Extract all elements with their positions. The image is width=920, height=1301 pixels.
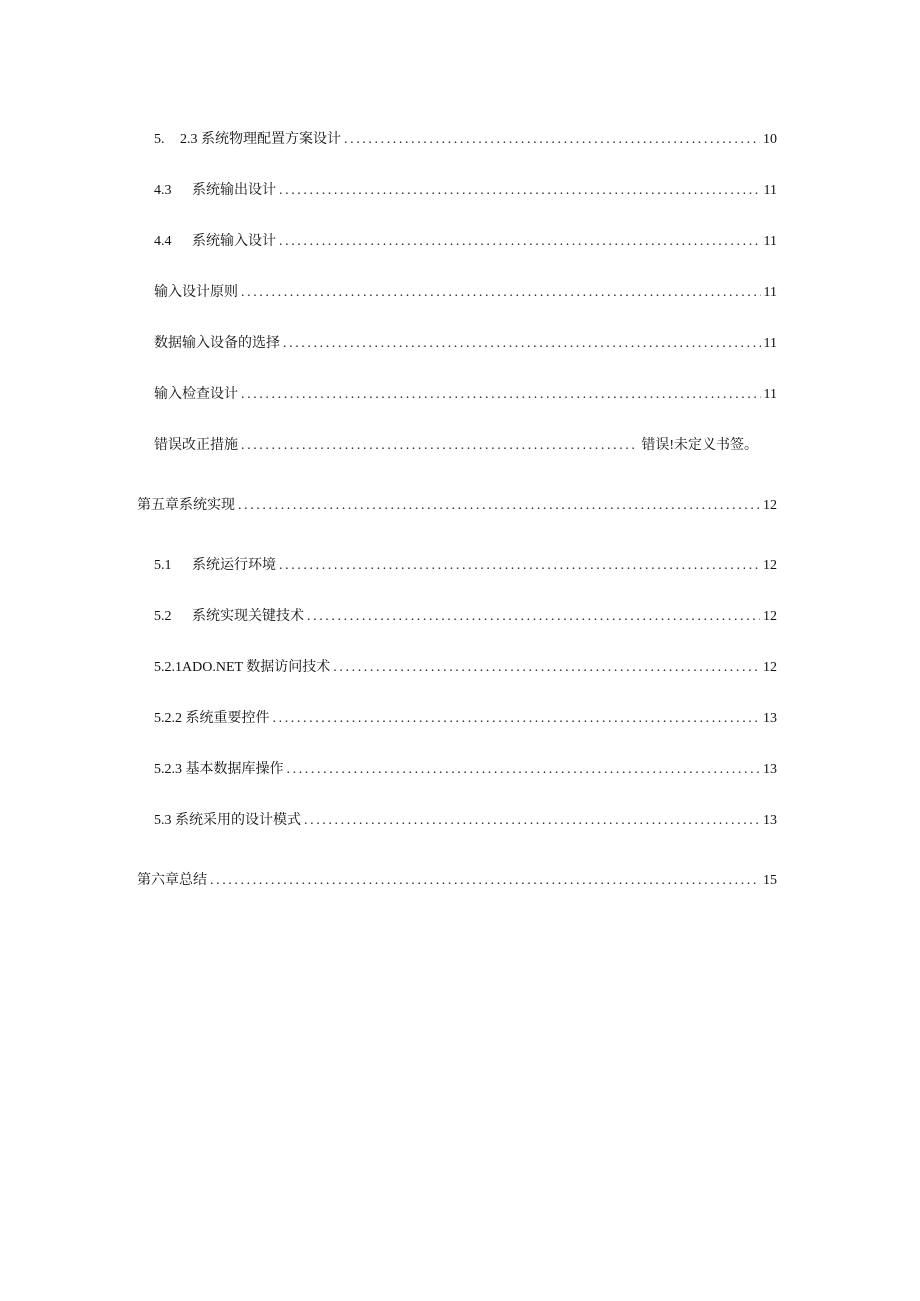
toc-entry-number: 5. — [154, 132, 165, 147]
toc-entry-page: 10 — [763, 132, 777, 147]
toc-entry[interactable] — [154, 436, 758, 456]
toc-dot-leader — [304, 811, 760, 831]
toc-entry-page: 13 — [763, 762, 777, 777]
toc-dot-leader — [283, 334, 761, 354]
toc-entry-title — [154, 181, 276, 201]
toc-dot-leader — [241, 283, 761, 303]
toc-entry-error-note: 错误!未定义书签。 — [641, 438, 758, 453]
toc-entry-title — [154, 556, 276, 576]
toc-entry[interactable] — [154, 385, 777, 405]
toc-entry[interactable] — [154, 709, 777, 729]
toc-dot-leader — [273, 709, 761, 729]
toc-entry-title — [154, 232, 276, 252]
toc-entry[interactable] — [154, 181, 777, 201]
toc-entry-title: 5.2.2 系统重要控件 — [154, 711, 270, 726]
toc-entry-title: 5.3 系统采用的设计模式 — [154, 813, 301, 828]
toc-chapter-entry[interactable] — [137, 871, 777, 891]
toc-entry-label: 2.3 系统物理配置方案设计 — [180, 132, 341, 147]
toc-entry[interactable] — [154, 283, 777, 303]
toc-entry-title: 5.2.3 基本数据库操作 — [154, 762, 284, 777]
toc-entry-page: 13 — [763, 711, 777, 726]
toc-entry[interactable] — [154, 556, 777, 576]
toc-entry-title — [154, 607, 304, 627]
toc-entry-number: 4.4 — [154, 234, 172, 249]
toc-entry-title: 第六章总结 — [137, 873, 207, 888]
toc-entry-label: 系统实现关键技术 — [192, 609, 304, 624]
toc-dot-leader — [238, 496, 760, 516]
toc-entry[interactable] — [154, 658, 777, 678]
toc-dot-leader — [241, 436, 638, 456]
toc-entry-page: 15 — [763, 873, 777, 888]
toc-entry-page: 11 — [763, 285, 777, 300]
toc-entry-number: 5.2 — [154, 609, 172, 624]
toc-entry[interactable] — [154, 760, 777, 780]
toc-entry-page: 13 — [763, 813, 777, 828]
toc-entry-page: 11 — [763, 234, 777, 249]
toc-entry-page: 12 — [763, 558, 777, 573]
toc-dot-leader — [287, 760, 761, 780]
toc-entry-title: 输入检查设计 — [154, 387, 238, 402]
toc-entry-title: 错误改正措施 — [154, 438, 238, 453]
toc-dot-leader — [279, 232, 761, 252]
toc-dot-leader — [344, 130, 760, 150]
toc-entry-page: 12 — [763, 498, 777, 513]
toc-entry-title: 5.2.1ADO.NET 数据访问技术 — [154, 660, 331, 675]
toc-entry[interactable] — [154, 811, 777, 831]
toc-entry[interactable] — [154, 607, 777, 627]
toc-entry-title: 数据输入设备的选择 — [154, 336, 280, 351]
toc-entry-label: 系统运行环境 — [192, 558, 276, 573]
toc-entry-page: 11 — [763, 336, 777, 351]
toc-entry[interactable] — [154, 334, 777, 354]
toc-dot-leader — [210, 871, 760, 891]
toc-entry-title: 输入设计原则 — [154, 285, 238, 300]
toc-entry-page: 11 — [763, 183, 777, 198]
toc-entry-number: 4.3 — [154, 183, 172, 198]
toc-dot-leader — [279, 181, 761, 201]
toc-dot-leader — [241, 385, 761, 405]
toc-entry-label: 系统输入设计 — [192, 234, 276, 249]
toc-entry-title — [154, 130, 341, 150]
toc-entry-title: 第五章系统实现 — [137, 498, 235, 513]
toc-dot-leader — [307, 607, 760, 627]
toc-entry-page: 12 — [763, 609, 777, 624]
toc-chapter-entry[interactable] — [137, 496, 777, 516]
toc-entry[interactable] — [154, 130, 777, 150]
toc-entry[interactable] — [154, 232, 777, 252]
toc-dot-leader — [279, 556, 760, 576]
toc-entry-page: 11 — [763, 387, 777, 402]
toc-entry-number: 5.1 — [154, 558, 172, 573]
toc-entry-page: 12 — [763, 660, 777, 675]
toc-dot-leader — [333, 658, 760, 678]
toc-entry-label: 系统输出设计 — [192, 183, 276, 198]
